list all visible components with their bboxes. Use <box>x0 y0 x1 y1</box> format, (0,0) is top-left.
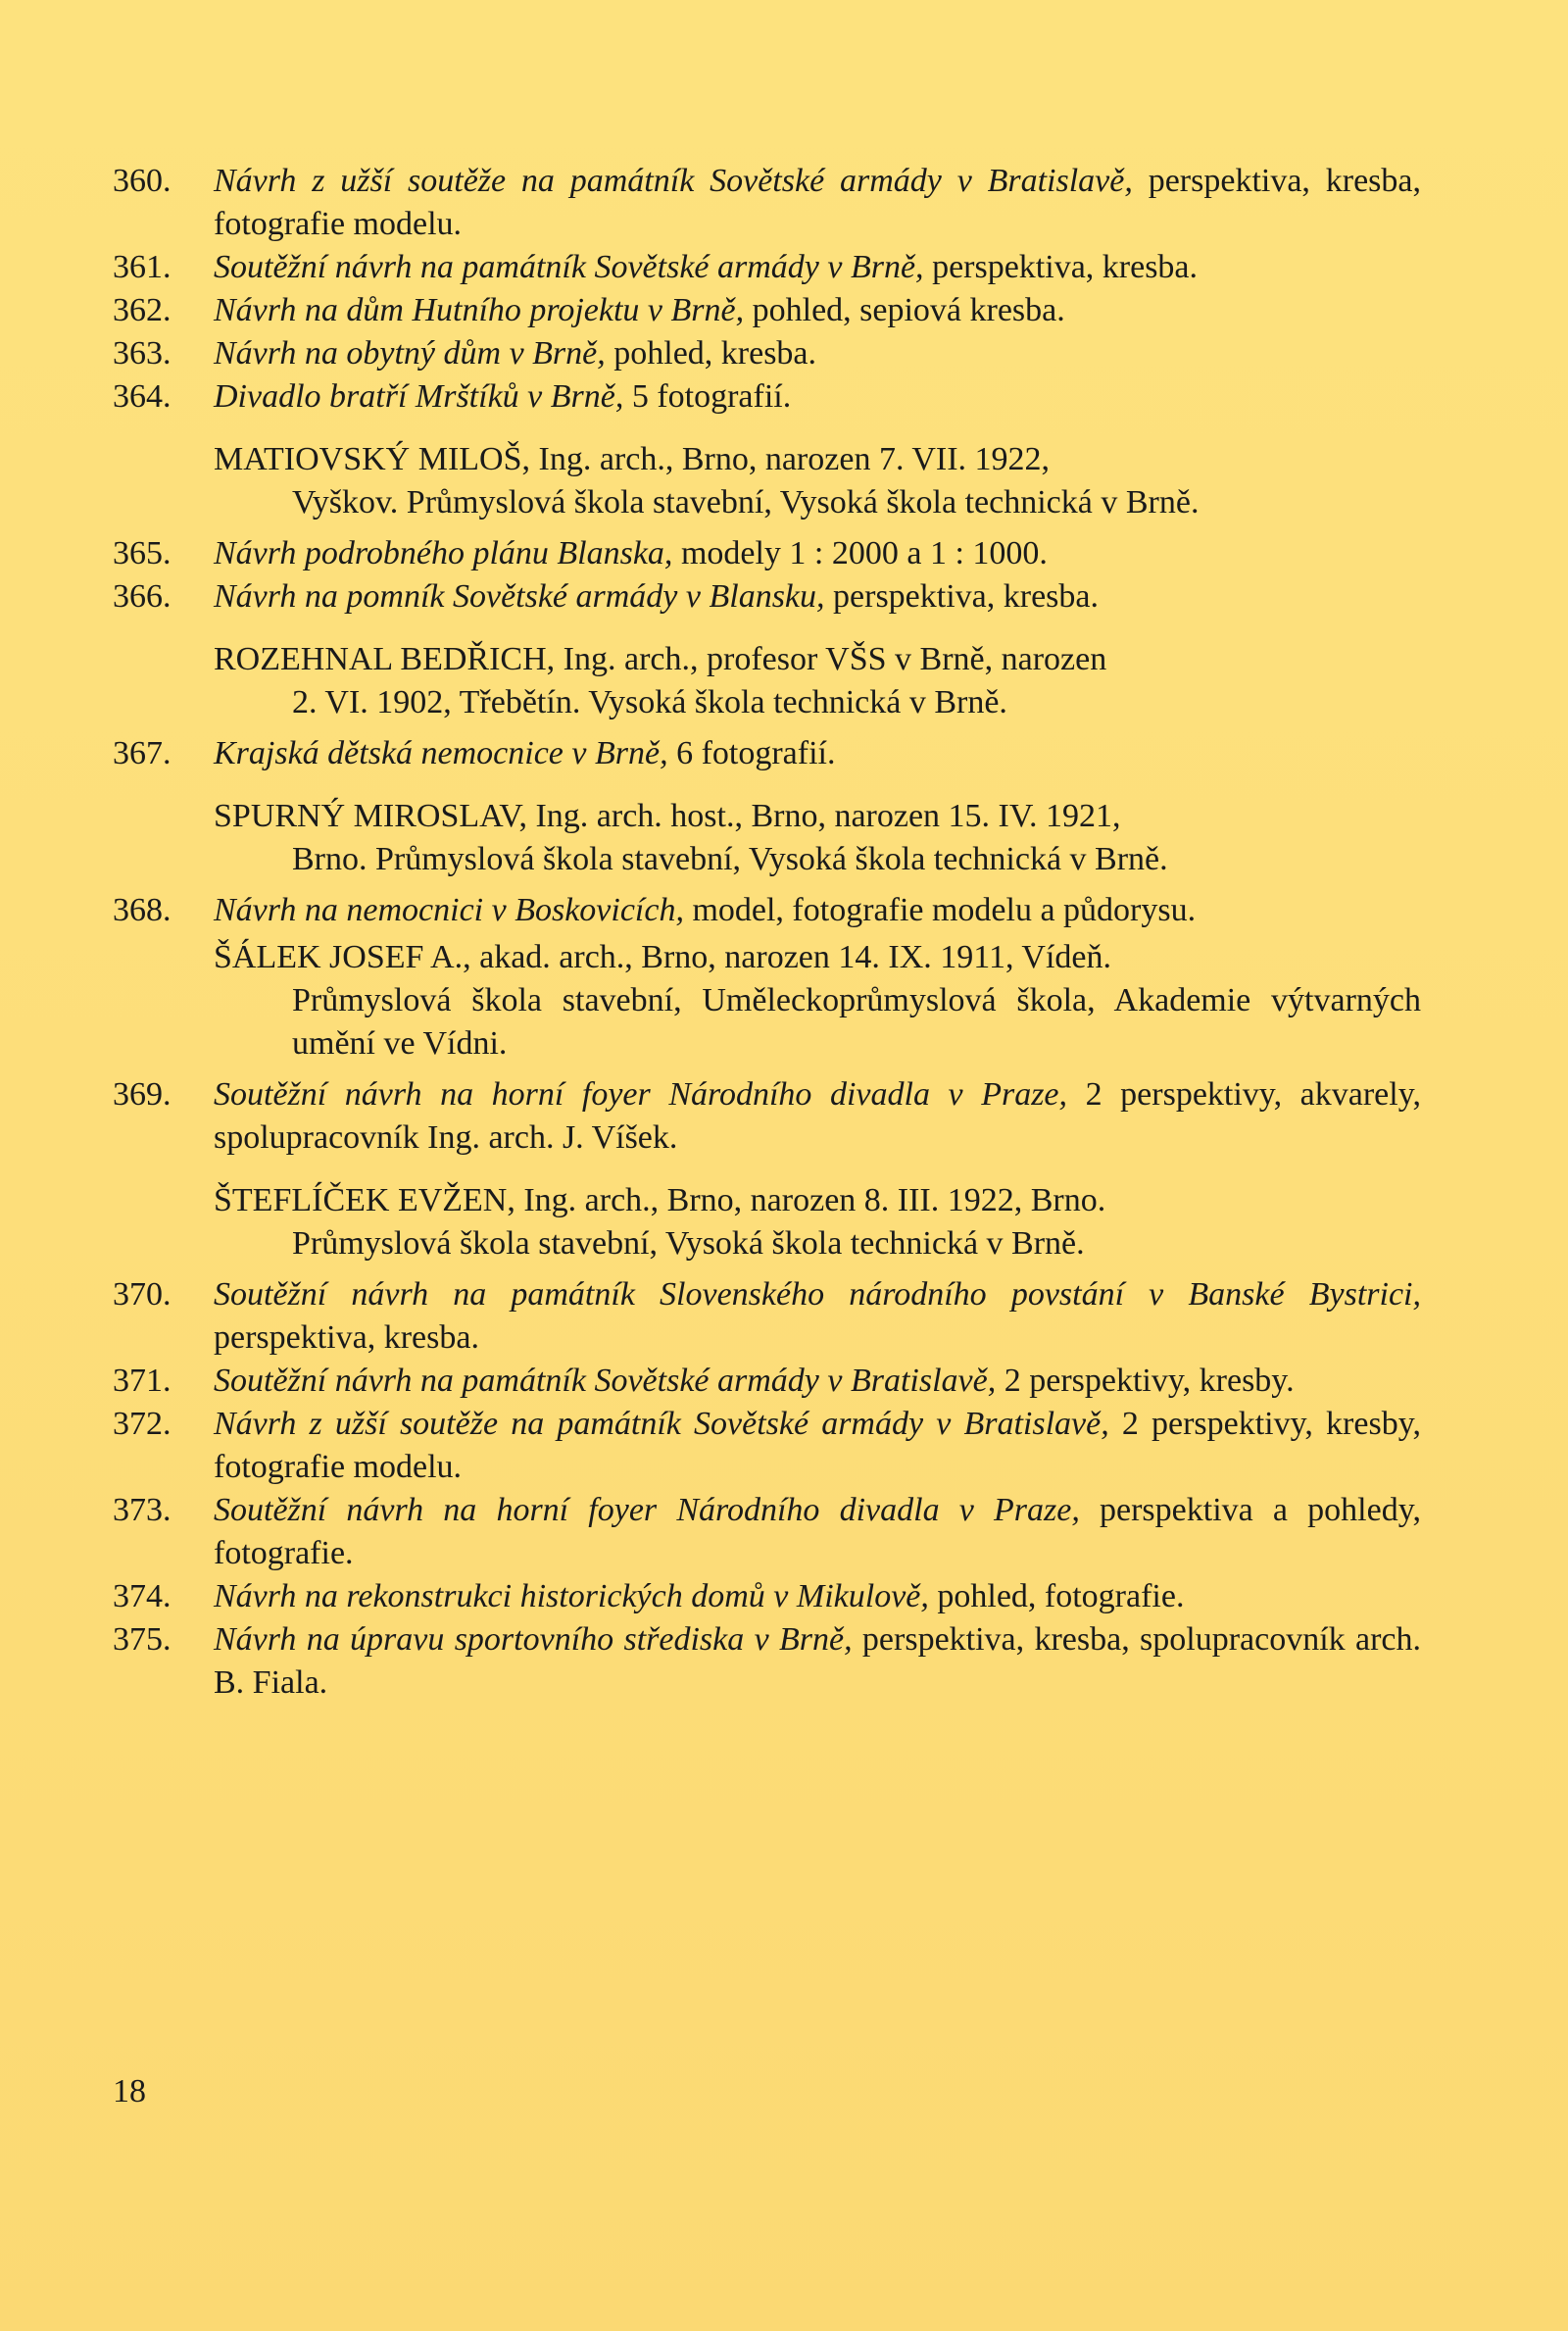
entry-text <box>214 1575 1421 1618</box>
entry-number: 369. <box>113 1076 172 1113</box>
entry-text <box>214 375 1421 419</box>
catalog-entry <box>113 1073 1421 1160</box>
catalog-entry <box>113 732 1421 775</box>
catalog-entry <box>113 889 1421 932</box>
entry-text <box>214 575 1421 619</box>
entry-description: pohled, fotografie. <box>928 1578 1185 1614</box>
entry-number: 360. <box>113 163 172 199</box>
entry-number: 370. <box>113 1276 172 1313</box>
entry-description: perspektiva, kresba, fotografie modelu. <box>214 163 1421 242</box>
entry-number: 372. <box>113 1406 172 1442</box>
catalog-entry <box>113 289 1421 332</box>
entry-text <box>214 1360 1421 1403</box>
entry-title: Návrh na rekonstrukci historických domů v Mikulově, <box>214 1578 929 1614</box>
entries-block-5 <box>113 1073 1421 1160</box>
entry-text <box>214 1618 1421 1705</box>
catalog-entry <box>113 1273 1421 1360</box>
entry-text <box>214 1273 1421 1360</box>
entry-text <box>214 1403 1421 1489</box>
catalog-entry <box>113 160 1421 246</box>
person-entry-steflicek <box>113 1179 1421 1265</box>
entry-description: 2 perspektivy, kresby, fotografie modelu. <box>214 1406 1421 1485</box>
entry-description: perspektiva a pohledy, fotografie. <box>214 1492 1422 1571</box>
entry-text <box>214 246 1421 289</box>
entry-text <box>214 160 1421 246</box>
person-entry-matiovsky <box>113 438 1421 524</box>
entry-text <box>214 532 1421 575</box>
entries-block-2 <box>113 532 1421 619</box>
entry-text <box>214 732 1421 775</box>
catalog-entry <box>113 1489 1421 1575</box>
entry-text <box>214 1489 1421 1575</box>
entry-title: Krajská dětská nemocnice v Brně, <box>214 735 668 771</box>
entry-description: pohled, kresba. <box>605 335 817 372</box>
entry-title: Návrh na úpravu sportovního střediska v Brně, <box>214 1621 853 1658</box>
entry-title: Návrh na dům Hutního projektu v Brně, <box>214 292 745 328</box>
entry-title: Divadlo bratří Mrštíků v Brně, <box>214 378 624 415</box>
entry-number: 375. <box>113 1621 172 1658</box>
person-name-line: ŠTEFLÍČEK EVŽEN, Ing. arch., Brno, narozen 8. III. 1922, Brno. <box>214 1182 1106 1218</box>
entry-text <box>214 332 1421 375</box>
entry-title: Soutěžní návrh na památník Sovětské armády v Brně, <box>214 249 924 285</box>
catalog-entry <box>113 532 1421 575</box>
entry-number: 361. <box>113 249 172 285</box>
entry-text <box>214 1073 1421 1160</box>
entry-description: perspektiva, kresba. <box>923 249 1199 285</box>
entry-description: modely 1 : 2000 a 1 : 1000. <box>672 535 1048 571</box>
entry-number: 371. <box>113 1363 172 1399</box>
person-name-line: MATIOVSKÝ MILOŠ, Ing. arch., Brno, narozen 7. VII. 1922, <box>214 441 1051 477</box>
entry-description: 2 perspektivy, kresby. <box>996 1363 1295 1399</box>
entry-title: Návrh na obytný dům v Brně, <box>214 335 606 372</box>
catalog-entry <box>113 575 1421 619</box>
person-name-line: ŠÁLEK JOSEF A., akad. arch., Brno, narozen 14. IX. 1911, Vídeň. <box>214 939 1111 975</box>
entry-description: perspektiva, kresba. <box>214 1319 479 1356</box>
entry-number: 362. <box>113 292 172 328</box>
entry-number: 368. <box>113 892 172 928</box>
person-details: Průmyslová škola stavební, Uměleckoprůmyslová škola, Akademie výtvarných umění ve Vídni. <box>292 982 1421 1062</box>
entry-title: Soutěžní návrh na památník Slovenského národního povstání v Banské Bystrici, <box>214 1276 1421 1313</box>
entry-description: 6 fotografií. <box>667 735 836 771</box>
entry-description: 2 perspektivy, akvarely, spolupracovník Ing. arch. J. Víšek. <box>214 1076 1421 1156</box>
entry-description: model, fotografie modelu a půdorysu. <box>683 892 1197 928</box>
entry-description: perspektiva, kresba. <box>824 578 1099 615</box>
person-name-line: SPURNÝ MIROSLAV, Ing. arch. host., Brno, narozen 15. IV. 1921, <box>214 798 1121 834</box>
entry-title: Soutěžní návrh na horní foyer Národního divadla v Praze, <box>214 1492 1080 1528</box>
entry-number: 373. <box>113 1492 172 1528</box>
entries-block-6 <box>113 1273 1421 1705</box>
entry-title: Návrh z užší soutěže na památník Sovětské armády v Bratislavě, <box>214 163 1133 199</box>
person-details: 2. VI. 1902, Třebětín. Vysoká škola technická v Brně. <box>292 684 1007 720</box>
catalog-entry <box>113 1618 1421 1705</box>
catalog-entry <box>113 1360 1421 1403</box>
entry-title: Návrh podrobného plánu Blanska, <box>214 535 673 571</box>
entry-number: 365. <box>113 535 172 571</box>
person-entry-salek <box>113 936 1421 1066</box>
entry-number: 366. <box>113 578 172 615</box>
entries-block-1 <box>113 160 1421 419</box>
catalog-entry <box>113 1403 1421 1489</box>
catalog-entry <box>113 1575 1421 1618</box>
entry-text <box>214 889 1421 932</box>
entry-title: Návrh z užší soutěže na památník Sovětské armády v Bratislavě, <box>214 1406 1109 1442</box>
catalog-entry <box>113 246 1421 289</box>
person-details: Brno. Průmyslová škola stavební, Vysoká škola technická v Brně. <box>292 841 1168 877</box>
entry-title: Návrh na pomník Sovětské armády v Blansku, <box>214 578 825 615</box>
person-entry-rozehnal <box>113 638 1421 724</box>
entry-number: 363. <box>113 335 172 372</box>
person-details: Průmyslová škola stavební, Vysoká škola technická v Brně. <box>292 1225 1085 1262</box>
entry-description: pohled, sepiová kresba. <box>744 292 1065 328</box>
entry-title: Návrh na nemocnici v Boskovicích, <box>214 892 684 928</box>
entry-title: Soutěžní návrh na horní foyer Národního divadla v Praze, <box>214 1076 1068 1113</box>
entry-text <box>214 289 1421 332</box>
entry-number: 367. <box>113 735 172 771</box>
entry-description: perspektiva, kresba, spolupracovník arch. B. Fiala. <box>214 1621 1421 1701</box>
entry-title: Soutěžní návrh na památník Sovětské armády v Bratislavě, <box>214 1363 997 1399</box>
entries-block-3 <box>113 732 1421 775</box>
entry-description: 5 fotografií. <box>623 378 792 415</box>
catalog-entry <box>113 375 1421 419</box>
person-details: Vyškov. Průmyslová škola stavební, Vysoká škola technická v Brně. <box>292 484 1200 521</box>
entry-number: 364. <box>113 378 172 415</box>
entry-number: 374. <box>113 1578 172 1614</box>
person-name-line: ROZEHNAL BEDŘICH, Ing. arch., profesor VŠS v Brně, narozen <box>214 641 1107 677</box>
catalog-entry <box>113 332 1421 375</box>
person-entry-spurny <box>113 795 1421 881</box>
catalog-content <box>113 160 1421 1705</box>
page-number: 18 <box>113 2073 146 2109</box>
entries-block-4 <box>113 889 1421 932</box>
